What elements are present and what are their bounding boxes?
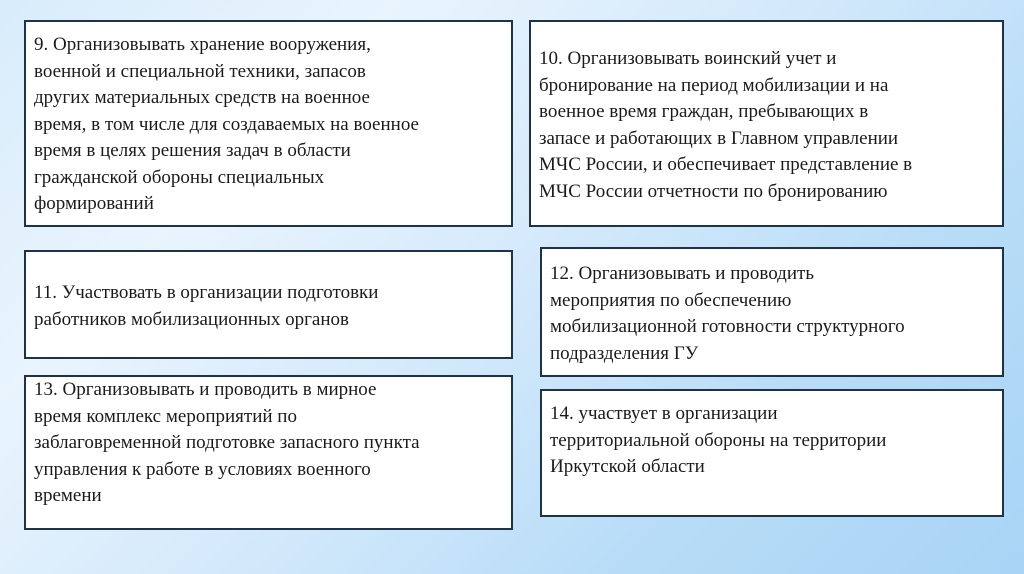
item-13-line: 13. Организовывать и проводить в мирное	[34, 379, 377, 400]
item-10-line: бронирование на период мобилизации и на	[539, 74, 889, 96]
item-9-line: военной и специальной техники, запасов	[34, 60, 366, 82]
item-12-line: 12. Организовывать и проводить	[550, 263, 814, 284]
item-9-line: 9. Организовывать хранение вооружения,	[34, 34, 371, 55]
item-14-line: территориальной обороны на территории	[550, 429, 887, 451]
item-11-line: работников мобилизационных органов	[34, 308, 349, 330]
item-9-line: формирований	[34, 193, 154, 214]
item-12-line: подразделения ГУ	[550, 342, 699, 364]
item-14-box	[540, 389, 1004, 517]
item-10-line: запасе и работающих в Главном управлении	[539, 127, 899, 149]
item-13-line: управления к работе в условиях военного	[34, 458, 371, 480]
item-10-line: 10. Организовывать воинский учет и	[539, 48, 837, 69]
item-9-line: время, в том числе для создаваемых на военное	[34, 113, 419, 135]
item-10-line: МЧС России, и обеспечивает представление в	[539, 154, 913, 175]
item-9-line: гражданской обороны специальных	[34, 166, 325, 188]
item-10-line: военное время граждан, пребывающих в	[539, 101, 869, 122]
item-9-line: время в целях решения задач в области	[34, 140, 351, 161]
item-14-line: Иркутской области	[550, 456, 705, 477]
item-13-box	[24, 375, 513, 530]
item-14-line: 14. участвует в организации	[550, 403, 778, 424]
item-10-line: МЧС России отчетности по бронированию	[539, 180, 888, 202]
item-9-line: других материальных средств на военное	[34, 87, 370, 108]
item-12-line: мероприятия по обеспечению	[550, 289, 792, 311]
item-12-line: мобилизационной готовности структурного	[550, 316, 905, 337]
item-11-box	[24, 250, 513, 359]
item-10-box	[529, 20, 1004, 227]
item-13-line: времени	[34, 485, 102, 506]
item-13-line: время комплекс мероприятий по	[34, 405, 297, 427]
item-9-box	[24, 20, 513, 227]
item-13-line: заблаговременной подготовке запасного пункта	[34, 432, 420, 453]
item-12-box	[540, 247, 1004, 377]
item-11-line: 11. Участвовать в организации подготовки	[34, 282, 379, 303]
